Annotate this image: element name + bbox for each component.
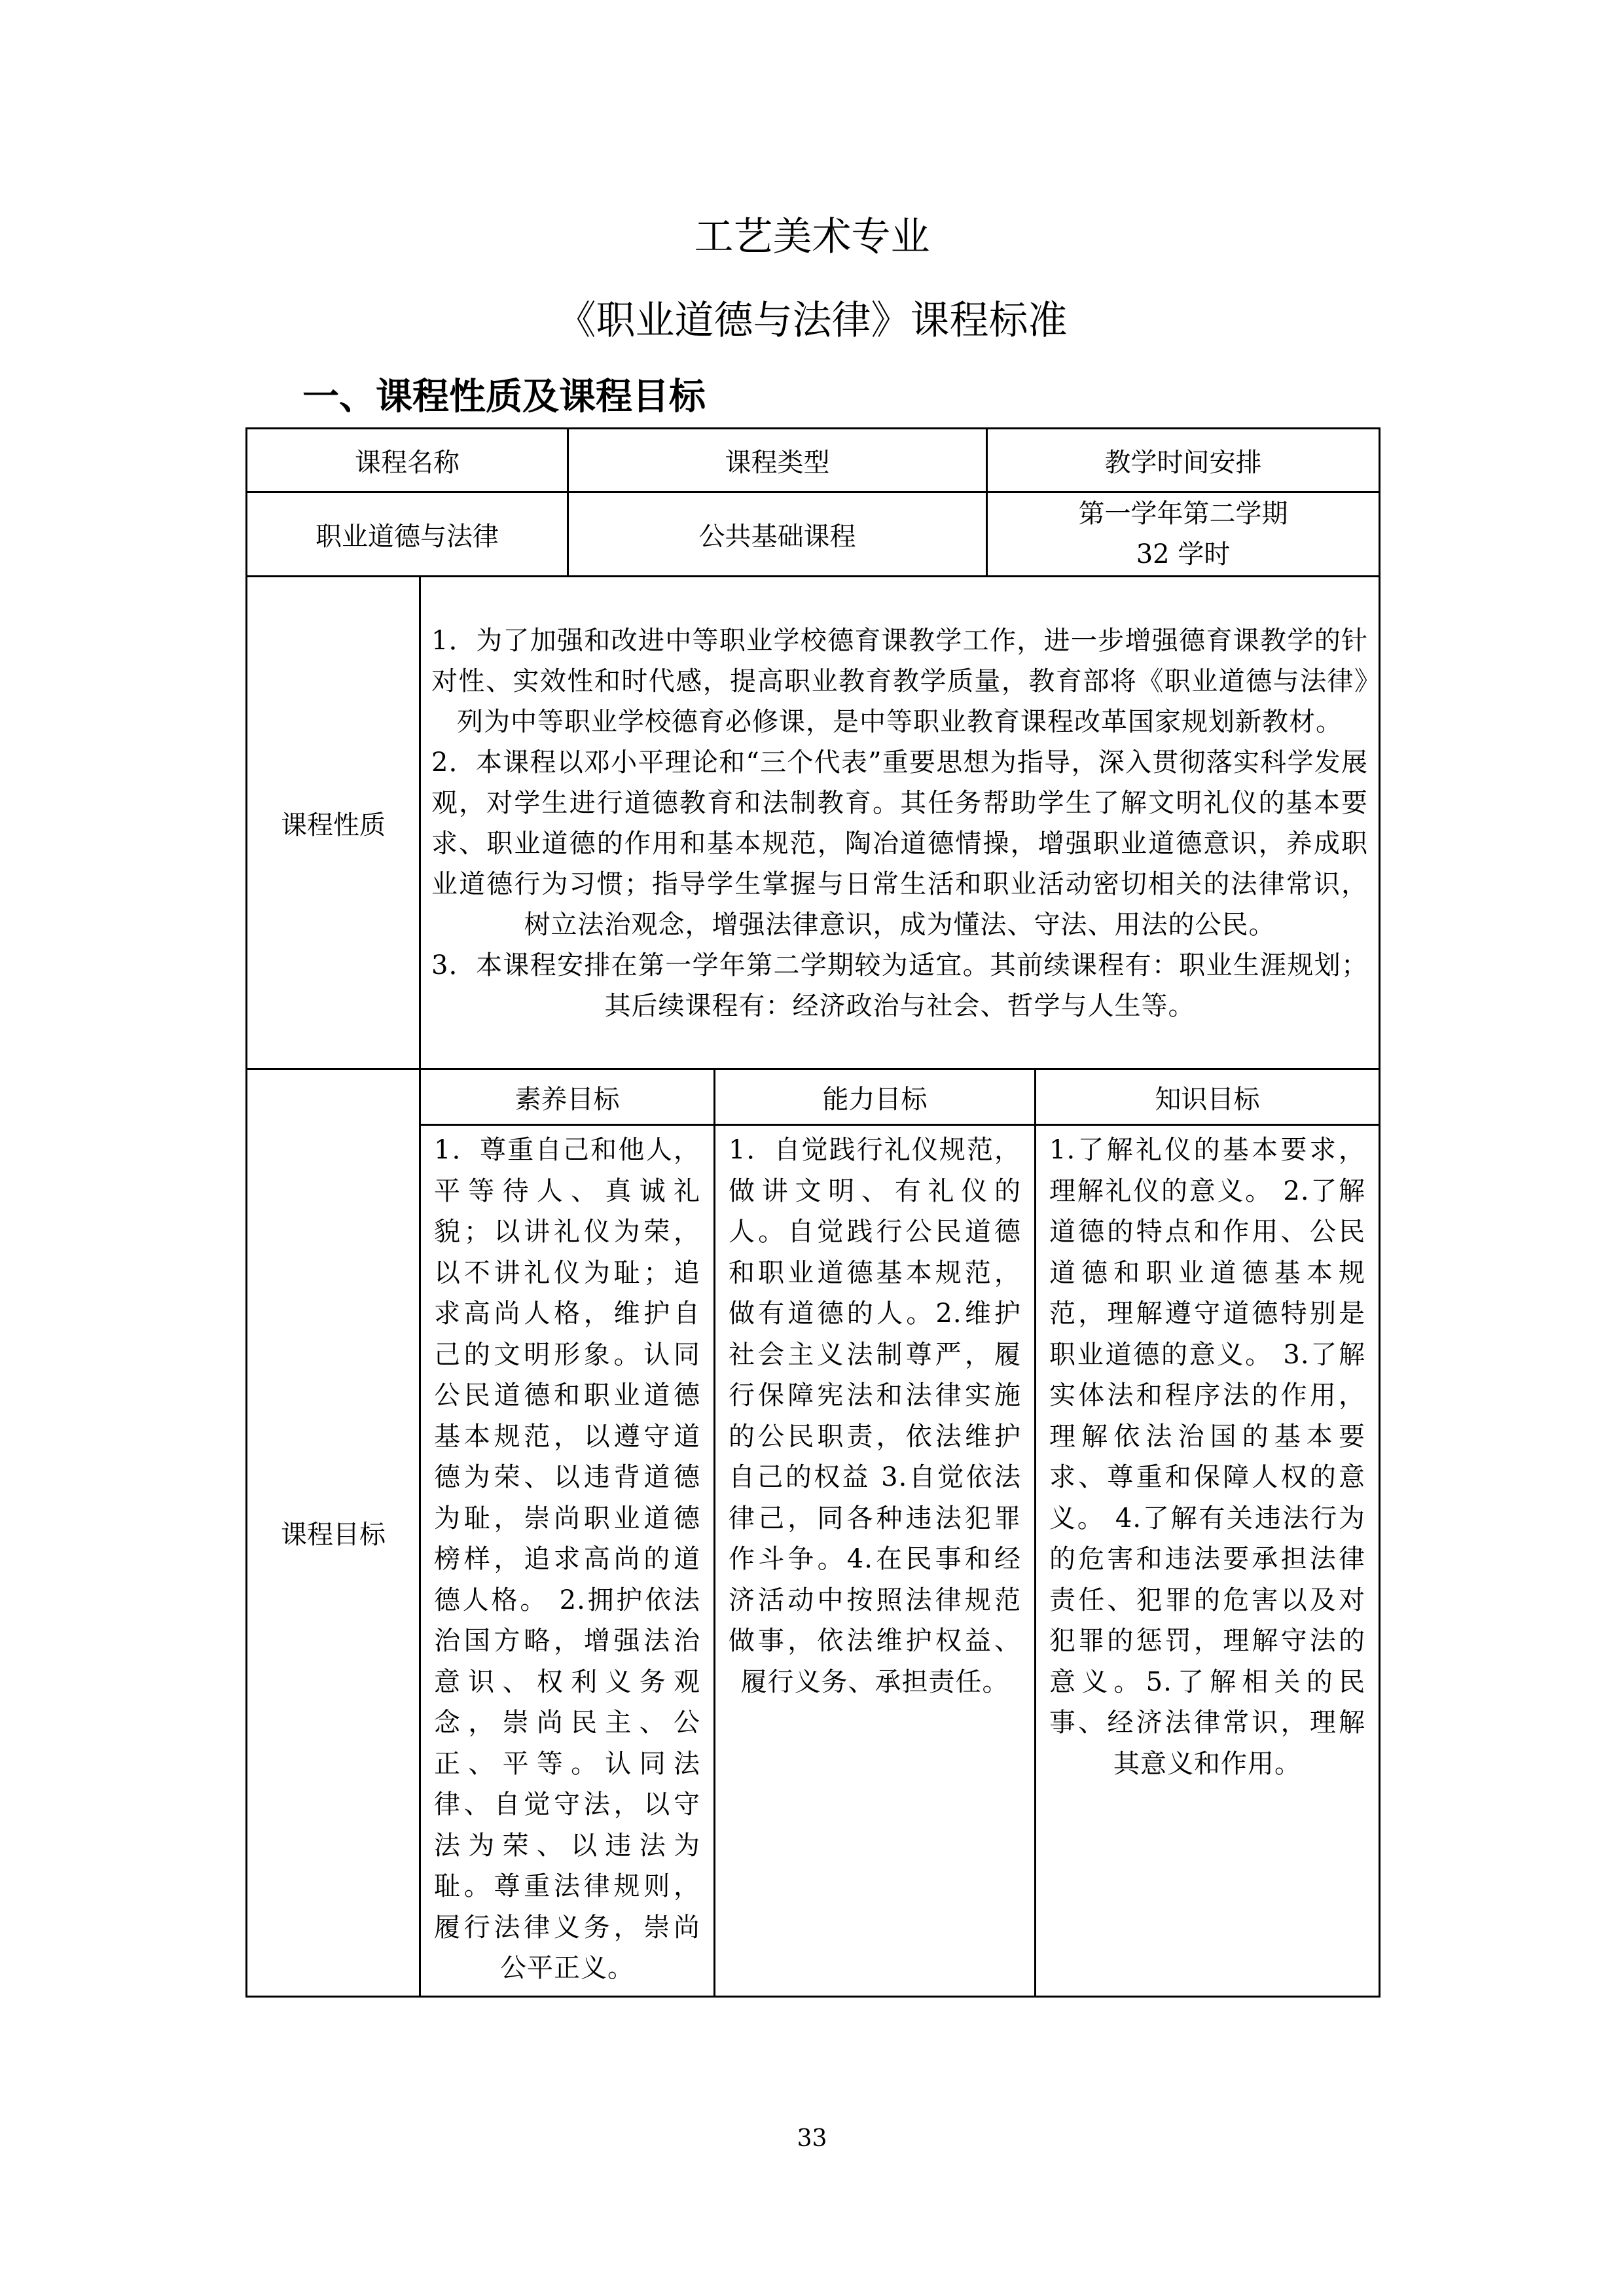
section-heading: 一、课程性质及课程目标 [302, 376, 706, 418]
nature-paragraph-3: 3．本课程安排在第一学年第二学期较为适宜。其前续课程有：职业生涯规划；其后续课程有：经济政治与社会、哲学与人生等。 [431, 950, 1369, 1021]
course-nature-goals-table [245, 575, 1380, 1998]
schedule-value [987, 492, 1380, 577]
nature-label: 课程性质 [247, 577, 420, 1069]
ability-goal-text: 1．自觉践行礼仪规范，做讲文明、有礼仪的人。自觉践行公民道德和职业道德基本规范，做有道德的人。2.维护社会主义法制尊严，履行保障宪法和法律实施的公民职责，依法维护自己的权益 3.自觉依法律己，同各种违法犯罪作斗争。4.在民事和经济活动中按照法律规范做事，依法维护权益、履行义务、承担责任。 [715, 1125, 1036, 1997]
header-course-type: 课程类型 [568, 429, 987, 492]
header-ability-goal: 能力目标 [715, 1069, 1036, 1125]
nature-row [247, 577, 1380, 1069]
literacy-goal-text: 1．尊重自己和他人，平等待人、真诚礼貌；以讲礼仪为荣，以不讲礼仪为耻；追求高尚人格，维护自己的文明形象。认同公民道德和职业道德基本规范，以遵守道德为荣、以违背道德为耻，崇尚职业道德榜样，追求高尚的道德人格。 2.拥护依法治国方略，增强法治意识、权利义务观念，崇尚民主、公正、平等。认同法律、自觉守法，以守法为荣、以违法为耻。尊重法律规则，履行法律义务，崇尚公平正义。 [420, 1125, 715, 1997]
knowledge-goal-text: 1.了解礼仪的基本要求，理解礼仪的意义。 2.了解道德的特点和作用、公民道德和职业道德基本规范，理解遵守道德特别是职业道德的意义。 3.了解实体法和程序法的作用，理解依法治国的基本要求、尊重和保障人权的意义。 4.了解有关违法行为的危害和违法要承担法律责任、犯罪的危害以及对犯罪的惩罚，理解守法的意义。5.了解相关的民事、经济法律常识，理解其意义和作用。 [1036, 1125, 1380, 1997]
course-type-value: 公共基础课程 [568, 492, 987, 577]
course-title: 《职业道德与法律》课程标准 [556, 298, 1068, 344]
nature-content [420, 577, 1380, 1069]
course-name-value: 职业道德与法律 [247, 492, 568, 577]
page-number: 33 [797, 2125, 827, 2152]
schedule-hours: 32 学时 [1136, 539, 1231, 569]
info-value-row [247, 492, 1380, 577]
course-info-table [245, 427, 1380, 577]
header-literacy-goal: 素养目标 [420, 1069, 715, 1125]
goals-label: 课程目标 [247, 1069, 420, 1997]
major-title: 工艺美术专业 [694, 214, 930, 260]
goals-header-row [247, 1069, 1380, 1125]
header-course-name: 课程名称 [247, 429, 568, 492]
nature-paragraph-1: 1．为了加强和改进中等职业学校德育课教学工作，进一步增强德育课教学的针对性、实效性和时代感，提高职业教育教学质量，教育部将《职业道德与法律》列为中等职业学校德育必修课，是中等职业教育课程改革国家规划新教材。 [431, 626, 1369, 737]
info-header-row [247, 429, 1380, 492]
header-knowledge-goal: 知识目标 [1036, 1069, 1380, 1125]
nature-paragraph-2: 2．本课程以邓小平理论和“三个代表”重要思想为指导，深入贯彻落实科学发展观，对学生进行道德教育和法制教育。其任务帮助学生了解文明礼仪的基本要求、职业道德的作用和基本规范，陶冶道德情操，增强职业道德意识，养成职业道德行为习惯；指导学生掌握与日常生活和职业活动密切相关的法律常识，树立法治观念，增强法律意识，成为懂法、守法、用法的公民。 [431, 747, 1369, 940]
schedule-term: 第一学年第二学期 [1078, 499, 1288, 529]
header-schedule: 教学时间安排 [987, 429, 1380, 492]
